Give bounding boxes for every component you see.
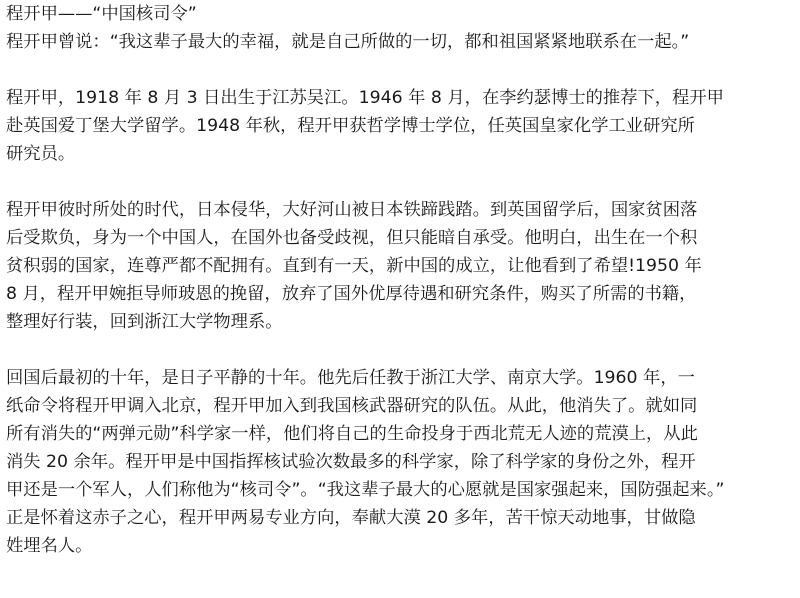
paragraph-line: 贫积弱的国家，连尊严都不配拥有。直到有一天，新中国的成立，让他看到了希望!1950 年 xyxy=(6,256,702,276)
paragraph-spacer xyxy=(6,168,796,196)
paragraph-line: 消失 20 余年。程开甲是中国指挥核试验次数最多的科学家，除了科学家的身份之外，程开 xyxy=(6,452,696,472)
paragraph-line: 8 月，程开甲婉拒导师玻恩的挽留，放弃了国外优厚待遇和研究条件，购买了所需的书籍， xyxy=(6,284,697,304)
paragraph-line: 整理好行装，回到浙江大学物理系。 xyxy=(6,312,283,332)
paragraph-2 xyxy=(6,196,796,336)
paragraph-line: 程开甲，1918 年 8 月 3 日出生于江苏吴江。1946 年 8 月，在李约瑟博士的推荐下，程开甲 xyxy=(6,88,724,108)
paragraph-1 xyxy=(6,84,796,168)
article-title-line: 程开甲——“中国核司令” xyxy=(6,4,197,24)
paragraph-line: 赴英国爱丁堡大学留学。1948 年秋，程开甲获哲学博士学位，任英国皇家化学工业研究所 xyxy=(6,116,695,136)
paragraph-line: 程开甲彼时所处的时代，日本侵华，大好河山被日本铁蹄践踏。到英国留学后，国家贫困落 xyxy=(6,200,698,220)
paragraph-line: 所有消失的“两弹元勋”科学家一样，他们将自己的生命投身于西北荒无人迹的荒漠上，从此 xyxy=(6,424,698,444)
paragraph-spacer xyxy=(6,336,796,364)
article-quote-line: 程开甲曾说：“我这辈子最大的幸福，就是自己所做的一切，都和祖国紧紧地联系在一起。” xyxy=(6,32,690,52)
article xyxy=(6,0,796,560)
paragraph-spacer xyxy=(6,56,796,84)
paragraph-line: 甲还是一个军人，人们称他为“核司令”。“我这辈子最大的心愿就是国家强起来，国防强起来。” xyxy=(6,480,725,500)
paragraph-line: 研究员。 xyxy=(6,144,76,164)
paragraph-line: 姓埋名人。 xyxy=(6,536,93,556)
paragraph-line: 后受欺负，身为一个中国人，在国外也备受歧视，但只能暗自承受。他明白，出生在一个积 xyxy=(6,228,698,248)
paragraph-line: 回国后最初的十年，是日子平静的十年。他先后任教于浙江大学、南京大学。1960 年，一 xyxy=(6,368,695,388)
paragraph-line: 纸命令将程开甲调入北京，程开甲加入到我国核武器研究的队伍。从此，他消失了。就如同 xyxy=(6,396,698,416)
paragraph-3 xyxy=(6,364,796,560)
paragraph-line: 正是怀着这赤子之心，程开甲两易专业方向，奉献大漠 20 多年，苦干惊天动地事，甘做隐 xyxy=(6,508,696,528)
